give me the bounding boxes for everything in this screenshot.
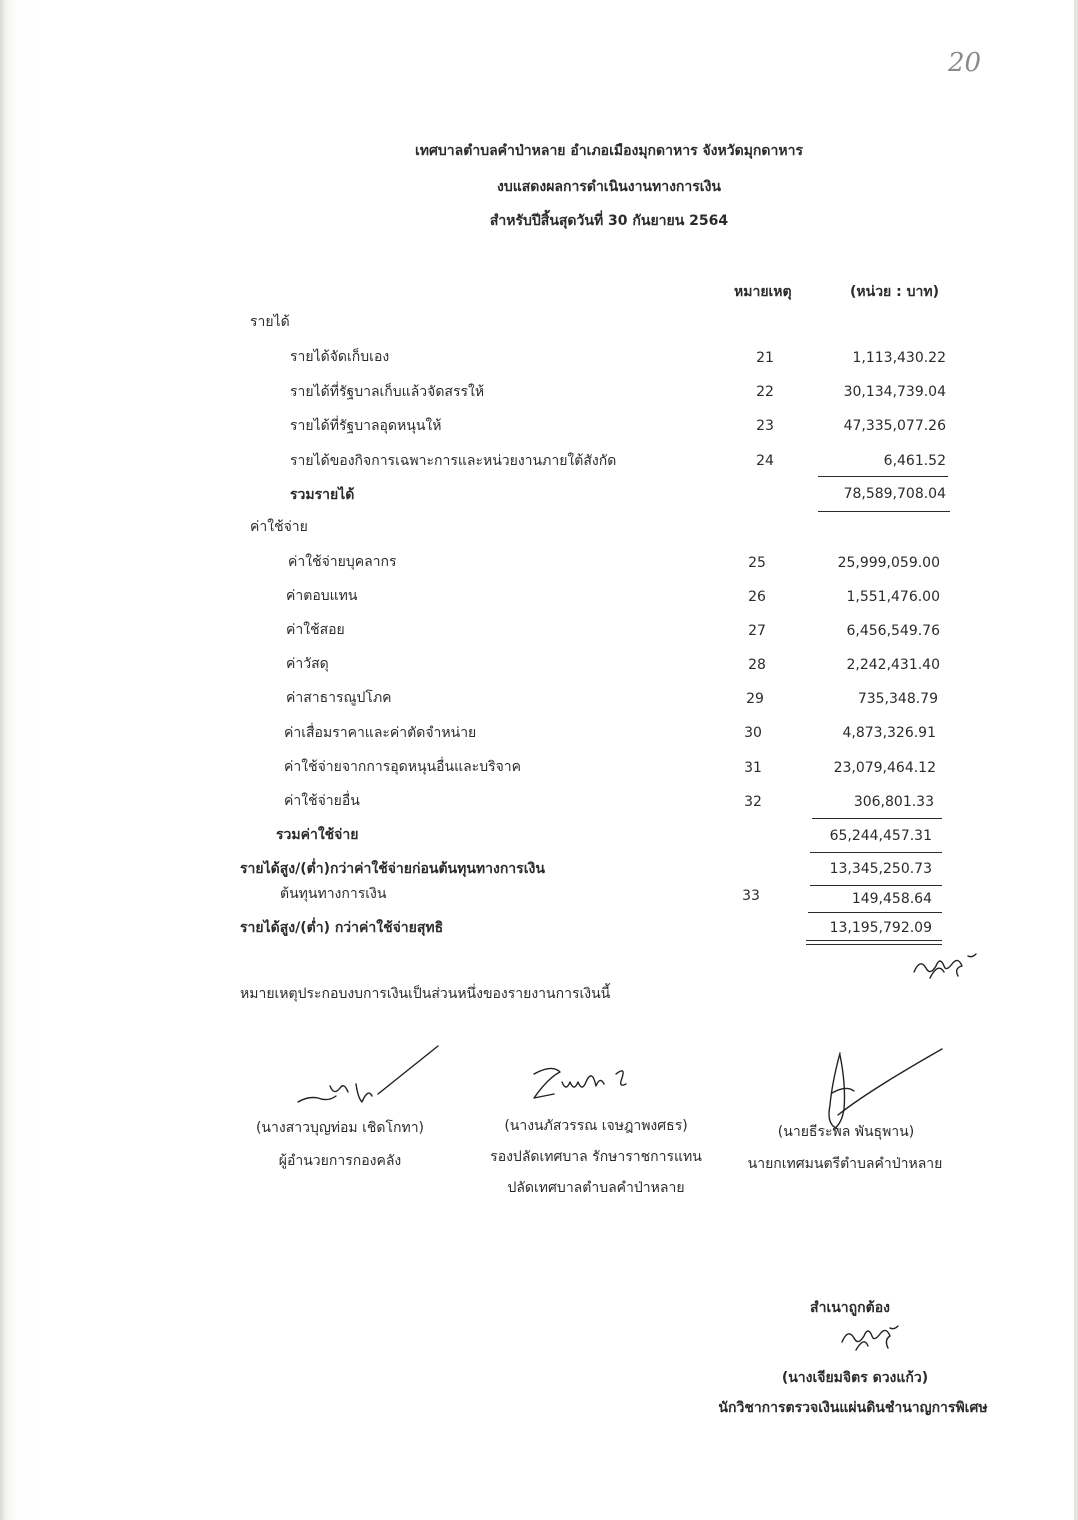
- statement-title: งบแสดงผลการดำเนินงานทางการเงิน: [497, 179, 721, 195]
- net-surplus-amount: 13,195,792.09: [829, 920, 932, 936]
- finance-cost-note: 33: [742, 888, 760, 904]
- expense-item-note: 32: [744, 794, 762, 810]
- finance-cost-amount: 149,458.64: [851, 891, 932, 907]
- revenue-item-amount: 6,461.52: [883, 453, 946, 469]
- org-title: เทศบาลตำบลคำป่าหลาย อำเภอเมืองมุกดาหาร จังหวัดมุกดาหาร: [415, 143, 803, 159]
- revenue-item-note: 22: [756, 384, 774, 400]
- expense-item-note: 25: [748, 555, 766, 571]
- expense-item-note: 27: [748, 623, 766, 639]
- expense-item-amount: 2,242,431.40: [846, 657, 940, 673]
- net-surplus-label: รายได้สูง/(ต่ำ) กว่าค่าใช้จ่ายสุทธิ: [240, 920, 444, 936]
- revenue-total-amount: 78,589,708.04: [843, 486, 946, 502]
- revenue-total-label: รวมรายได้: [290, 487, 355, 503]
- certified-caption: สำเนาถูกต้อง: [810, 1300, 890, 1316]
- expense-item-label: ค่าสาธารณูปโภค: [286, 690, 392, 706]
- expense-item-amount: 6,456,549.76: [846, 623, 940, 639]
- double-underline-top: [806, 940, 942, 941]
- expense-item-note: 26: [748, 589, 766, 605]
- expense-item-amount: 23,079,464.12: [833, 760, 936, 776]
- expense-item-label: ค่าใช้จ่ายอื่น: [284, 793, 360, 809]
- revenue-heading: รายได้: [250, 314, 290, 330]
- revenue-item-label: รายได้ที่รัฐบาลอุดหนุนให้: [290, 418, 442, 434]
- subtotal-rule: [818, 476, 948, 477]
- expense-item-amount: 306,801.33: [853, 794, 934, 810]
- revenue-item-amount: 30,134,739.04: [843, 384, 946, 400]
- finance-cost-label: ต้นทุนทางการเงิน: [280, 886, 387, 902]
- subtotal-rule: [810, 885, 942, 886]
- expense-item-note: 31: [744, 760, 762, 776]
- signatory-title: ปลัดเทศบาลตำบลคำป่าหลาย: [507, 1180, 685, 1196]
- surplus-before-finance-label: รายได้สูง/(ต่ำ)กว่าค่าใช้จ่ายก่อนต้นทุนทางการเงิน: [240, 861, 545, 877]
- signatory-title: ผู้อำนวยการกองคลัง: [278, 1153, 402, 1169]
- revenue-item-label: รายได้จัดเก็บเอง: [290, 349, 390, 365]
- revenue-item-amount: 1,113,430.22: [852, 350, 946, 366]
- revenue-item-label: รายได้ที่รัฐบาลเก็บแล้วจัดสรรให้: [290, 384, 485, 400]
- note-column-header: หมายเหตุ: [734, 284, 792, 300]
- certifier-name: (นางเจียมจิตร ดวงแก้ว): [781, 1370, 929, 1386]
- expense-item-note: 28: [748, 657, 766, 673]
- signatory-title: รองปลัดเทศบาล รักษาราชการแทน: [490, 1149, 702, 1165]
- double-underline-bottom: [806, 944, 942, 945]
- expense-item-label: ค่าใช้สอย: [286, 622, 345, 638]
- signature-2: [528, 1060, 648, 1110]
- expense-item-note: 30: [744, 725, 762, 741]
- expense-item-label: ค่าตอบแทน: [286, 588, 358, 604]
- surplus-before-finance-amount: 13,345,250.73: [829, 861, 932, 877]
- subtotal-rule: [810, 852, 942, 853]
- revenue-item-note: 24: [756, 453, 774, 469]
- expense-item-note: 29: [746, 691, 764, 707]
- expense-item-label: ค่าวัสดุ: [286, 656, 329, 672]
- expense-item-amount: 735,348.79: [857, 691, 938, 707]
- signature-1: [290, 1040, 450, 1120]
- revenue-item-amount: 47,335,077.26: [843, 418, 946, 434]
- revenue-item-label: รายได้ของกิจการเฉพาะการและหน่วยงานภายใต้สังกัด: [290, 453, 617, 469]
- expenses-total-label: รวมค่าใช้จ่าย: [276, 827, 359, 843]
- expenses-total-amount: 65,244,457.31: [829, 828, 932, 844]
- total-rule: [818, 511, 950, 512]
- footnote: หมายเหตุประกอบงบการเงินเป็นส่วนหนึ่งของรายงานการเงินนี้: [240, 986, 611, 1002]
- certifier-initials: [838, 1322, 908, 1358]
- revenue-item-note: 23: [756, 418, 774, 434]
- expense-item-amount: 1,551,476.00: [846, 589, 940, 605]
- revenue-item-note: 21: [756, 350, 774, 366]
- expense-item-label: ค่าใช้จ่ายจากการอุดหนุนอื่นและบริจาค: [284, 759, 522, 775]
- expenses-heading: ค่าใช้จ่าย: [250, 519, 308, 535]
- signatory-name: (นางสาวบุญท่อม เชิดโกทา): [255, 1120, 425, 1136]
- expense-item-label: ค่าเสื่อมราคาและค่าตัดจำหน่าย: [284, 725, 477, 741]
- page-number: 20: [948, 48, 982, 78]
- signatory-title: นายกเทศมนตรีตำบลคำป่าหลาย: [747, 1156, 943, 1172]
- subtotal-rule: [808, 912, 942, 913]
- expense-item-amount: 4,873,326.91: [842, 725, 936, 741]
- expense-item-label: ค่าใช้จ่ายบุคลากร: [288, 554, 397, 570]
- signatory-name: (นายธีระพล พันธุพาน): [777, 1124, 915, 1140]
- initials-mark: [908, 950, 988, 990]
- subtotal-rule: [812, 818, 942, 819]
- certifier-title: นักวิชาการตรวจเงินแผ่นดินชำนาญการพิเศษ: [718, 1400, 988, 1416]
- unit-column-header: (หน่วย : บาท): [850, 284, 939, 300]
- period-title: สำหรับปีสิ้นสุดวันที่ 30 กันยายน 2564: [489, 213, 729, 229]
- signatory-name: (นางนภัสวรรณ เจษฎาพงศธร): [504, 1118, 688, 1134]
- expense-item-amount: 25,999,059.00: [837, 555, 940, 571]
